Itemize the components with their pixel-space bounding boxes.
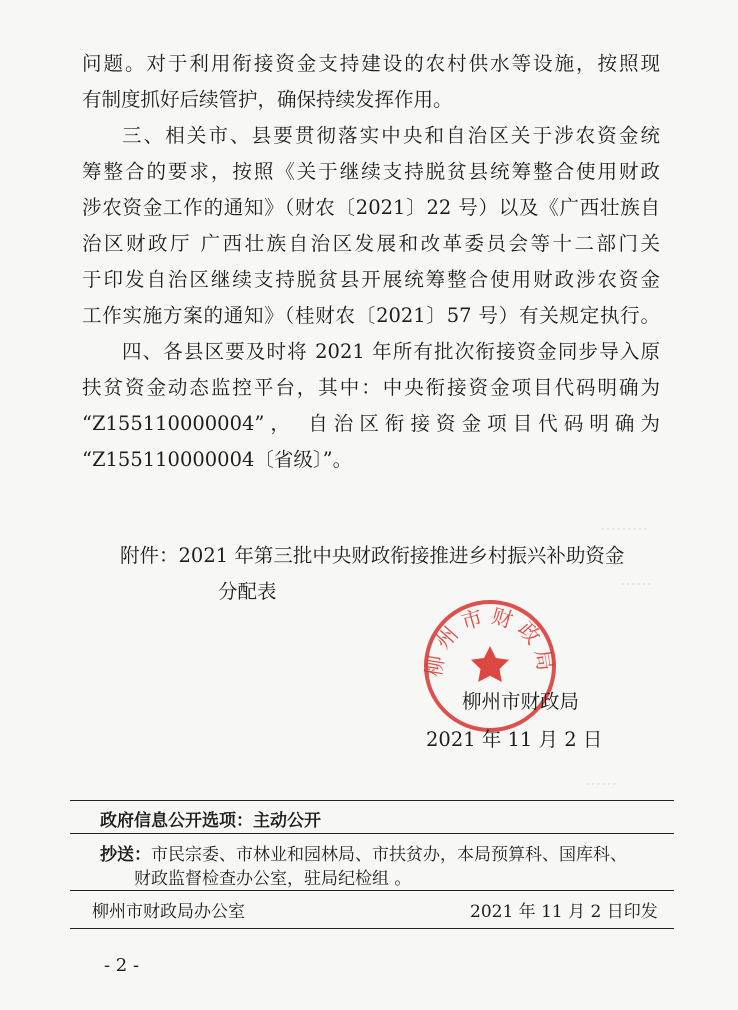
text-line: 于印发自治区继续支持脱贫县开展统筹整合使用财政涉农资金: [82, 268, 660, 291]
official-seal-icon: [420, 596, 560, 736]
seal-text: 柳州市财政局: [421, 603, 559, 679]
attachment-line: 附件：2021 年第三批中央财政衔接推进乡村振兴补助资金: [120, 544, 625, 567]
disclosure-option: 政府信息公开选项：主动公开: [100, 811, 321, 831]
text-line: “Z155110000004”， 自治区衔接资金项目代码明确为: [82, 412, 660, 435]
footer-divider: [70, 928, 674, 929]
cc-recipients-1: 市民宗委、市林业和园林局、市扶贫办，本局预算科、国库科、: [151, 845, 627, 865]
footer-divider: [70, 833, 674, 834]
paragraph-item-4: [82, 334, 660, 478]
cc-recipients-2: 财政监督检查办公室，驻局纪检组 。: [134, 869, 412, 889]
footer-divider: [70, 800, 674, 801]
bleed-through-text: ………: [600, 515, 648, 534]
text-line: 有制度抓好后续管护，确保持续发挥作用。: [82, 88, 453, 111]
footer-divider: [70, 890, 674, 891]
text-line: 三、相关市、县要贯彻落实中央和自治区关于涉农资金统: [122, 124, 660, 147]
text-line: 筹整合的要求，按照《关于继续支持脱贫县统筹整合使用财政: [82, 160, 660, 183]
page-number: - 2 -: [104, 955, 140, 976]
text-line: 问题。对于利用衔接资金支持建设的农村供水等设施，按照现: [82, 52, 660, 75]
text-line: 工作实施方案的通知》（桂财农〔2021〕57 号）有关规定执行。: [82, 304, 660, 327]
text-line: 涉农资金工作的通知》（财农〔2021〕22 号）以及《广西壮族自: [82, 196, 660, 219]
paragraph-continuation: [82, 46, 660, 118]
text-line: 扶贫资金动态监控平台，其中：中央衔接资金项目代码明确为: [82, 376, 660, 399]
attachment-line: 分配表: [218, 580, 277, 603]
bleed-through-text: ……: [585, 770, 617, 789]
cc-line-1: [100, 840, 627, 865]
bleed-through-text: ……: [620, 570, 652, 589]
attachment-note: [120, 538, 660, 610]
text-line: 治区财政厅 广西壮族自治区发展和改革委员会等十二部门关: [82, 232, 660, 255]
issuing-office: 柳州市财政局办公室: [92, 902, 245, 922]
signature-date: 2021 年 11 月 2 日: [426, 728, 603, 751]
cc-label: 抄送：: [100, 845, 151, 865]
text-line: 四、各县区要及时将 2021 年所有批次衔接资金同步导入原: [122, 340, 660, 363]
signature-organization: 柳州市财政局: [462, 690, 580, 713]
text-line: “Z155110000004〔省级〕”。: [82, 448, 353, 471]
print-date: 2021 年 11 月 2 日印发: [470, 902, 658, 922]
paragraph-item-3: [82, 118, 660, 334]
